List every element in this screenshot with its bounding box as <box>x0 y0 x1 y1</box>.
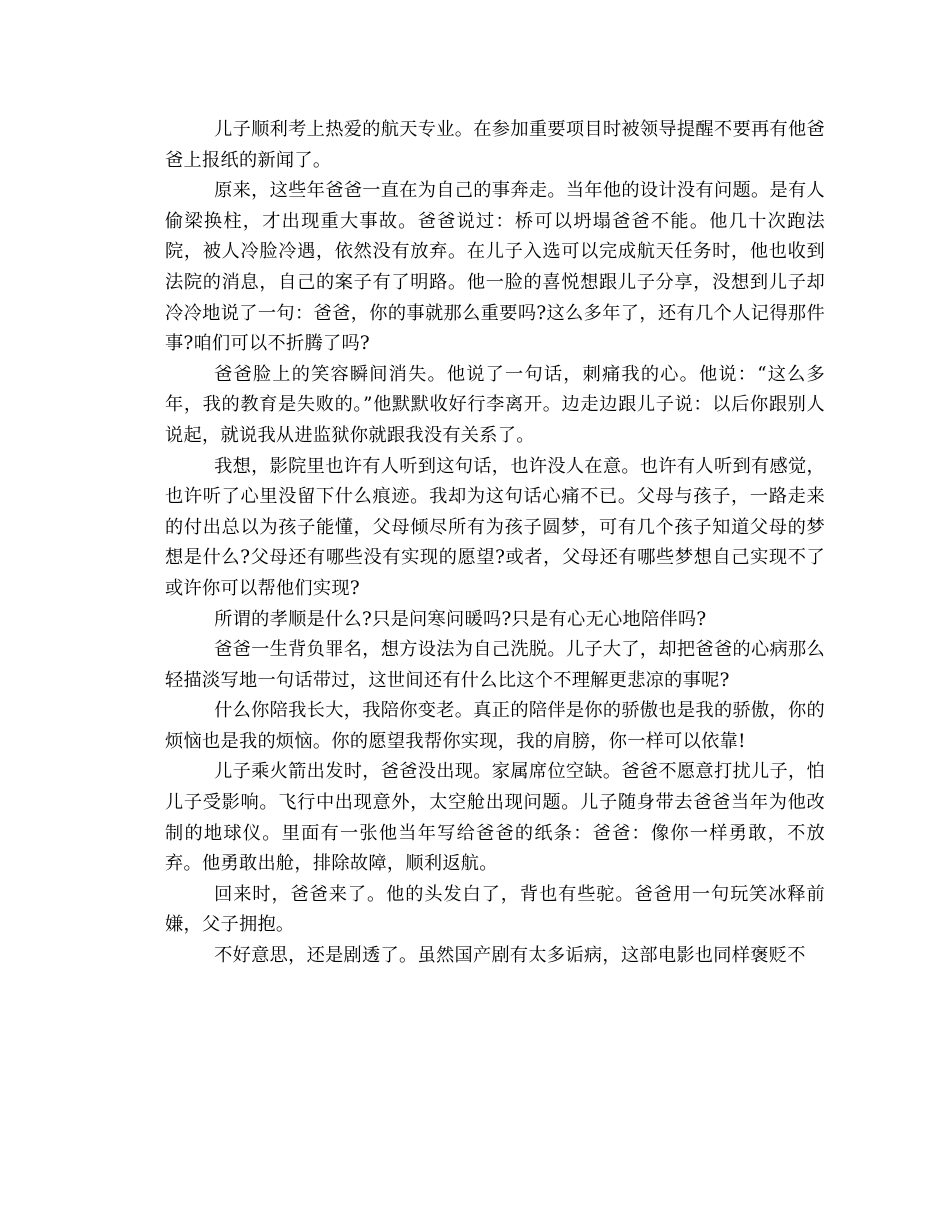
paragraph-3: 爸爸脸上的笑容瞬间消失。他说了一句话，刺痛我的心。他说：“这么多年，我的教育是失败的。”他默默收好行李离开。边走边跟儿子说：以后你跟别人说起，就说我从进监狱你就跟我没有关系了。 <box>165 363 825 446</box>
paragraph-10: 不好意思，还是剧透了。虽然国产剧有太多诟病，这部电影也同样褒贬不 <box>214 945 806 967</box>
paragraph-1: 儿子顺利考上热爱的航天专业。在参加重要项目时被领导提醒不要再有他爸爸上报纸的新闻了。 <box>165 119 825 171</box>
paragraph-7: 什么你陪我长大，我陪你变老。真正的陪伴是你的骄傲也是我的骄傲，你的烦恼也是我的烦恼。你的愿望我帮你实现，我的肩膀，你一样可以依靠! <box>165 700 825 752</box>
paragraph-2: 原来，这些年爸爸一直在为自己的事奔走。当年他的设计没有问题。是有人偷梁换柱，才出现重大事故。爸爸说过：桥可以坍塌爸爸不能。他几十次跑法院，被人冷脸冷遇，依然没有放弃。在儿子入选可以完成航天任务时，他也收到法院的消息，自己的案子有了明路。他一脸的喜悦想跟儿子分享，没想到儿子却冷冷地说了一句：爸爸，你的事就那么重要吗?这么多年了，还有几个人记得那件事?咱们可以不折腾了吗? <box>165 180 825 355</box>
paragraph-8: 儿子乘火箭出发时，爸爸没出现。家属席位空缺。爸爸不愿意打扰儿子，怕儿子受影响。飞行中出现意外，太空舱出现问题。儿子随身带去爸爸当年为他改制的地球仪。里面有一张他当年写给爸爸的纸条：爸爸：像你一样勇敢，不放弃。他勇敢出舱，排除故障，顺利返航。 <box>165 761 825 875</box>
paragraph-4: 我想，影院里也许有人听到这句话，也许没人在意。也许有人听到有感觉，也许听了心里没留下什么痕迹。我却为这句话心痛不已。父母与孩子，一路走来的付出总以为孩子能懂，父母倾尽所有为孩子圆梦，可有几个孩子知道父母的梦想是什么?父母还有哪些没有实现的愿望?或者，父母还有哪些梦想自己实现不了或许你可以帮他们实现? <box>165 455 825 599</box>
article-body <box>165 115 825 972</box>
paragraph-6: 爸爸一生背负罪名，想方设法为自己洗脱。儿子大了，却把爸爸的心病那么轻描淡写地一句话带过，这世间还有什么比这个不理解更悲凉的事呢? <box>165 639 825 691</box>
paragraph-9: 回来时，爸爸来了。他的头发白了，背也有些驼。爸爸用一句玩笑冰释前嫌，父子拥抱。 <box>165 883 825 936</box>
paragraph-5: 所谓的孝顺是什么?只是问寒问暖吗?只是有心无心地陪伴吗? <box>214 608 707 630</box>
